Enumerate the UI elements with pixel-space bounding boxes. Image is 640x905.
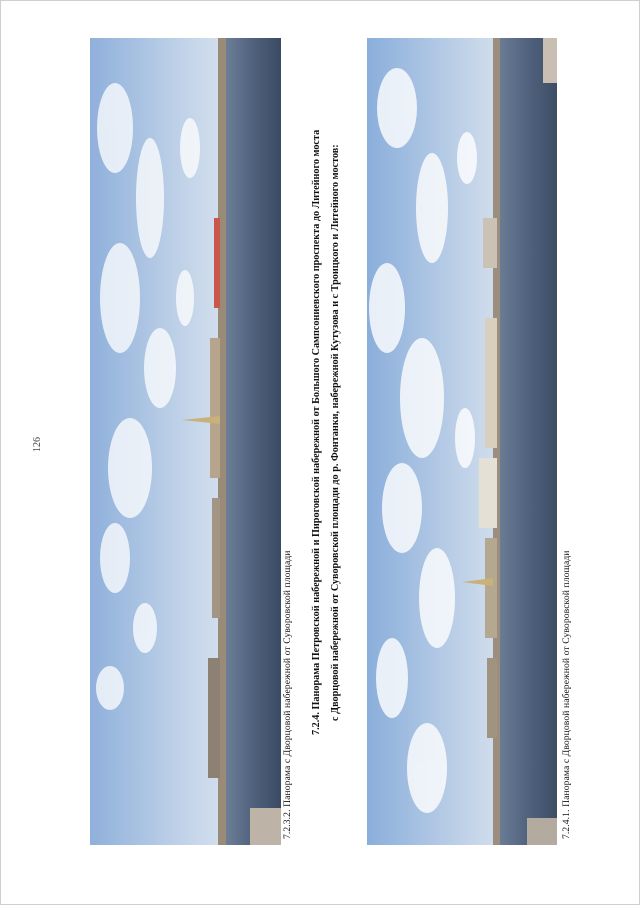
- section-heading: [307, 113, 345, 752]
- figure-caption-left: 7.2.3.2. Панорама с Дворцовой набережной от Суворовской площади: [282, 550, 293, 839]
- section-heading-line-1: 7.2.4. Панорама Петровской набережной и Пироговской набережной от Большого Сампсониевского проспекта до Литейного моста: [311, 129, 322, 736]
- panorama-photo-right: [367, 38, 557, 845]
- figure-caption-right: 7.2.4.1. Панорама с Дворцовой набережной от Суворовской площади: [561, 550, 572, 839]
- panorama-image-left: [90, 38, 281, 845]
- page-number: 126: [32, 437, 43, 453]
- section-heading-line-2: с Дворцовой набережной от Суворовской площади до р. Фонтанки, набережной Кутузова и с Троицкого и Литейного мостов:: [330, 144, 341, 721]
- panorama-image-right: [367, 38, 557, 845]
- panorama-photo-left: [90, 38, 281, 845]
